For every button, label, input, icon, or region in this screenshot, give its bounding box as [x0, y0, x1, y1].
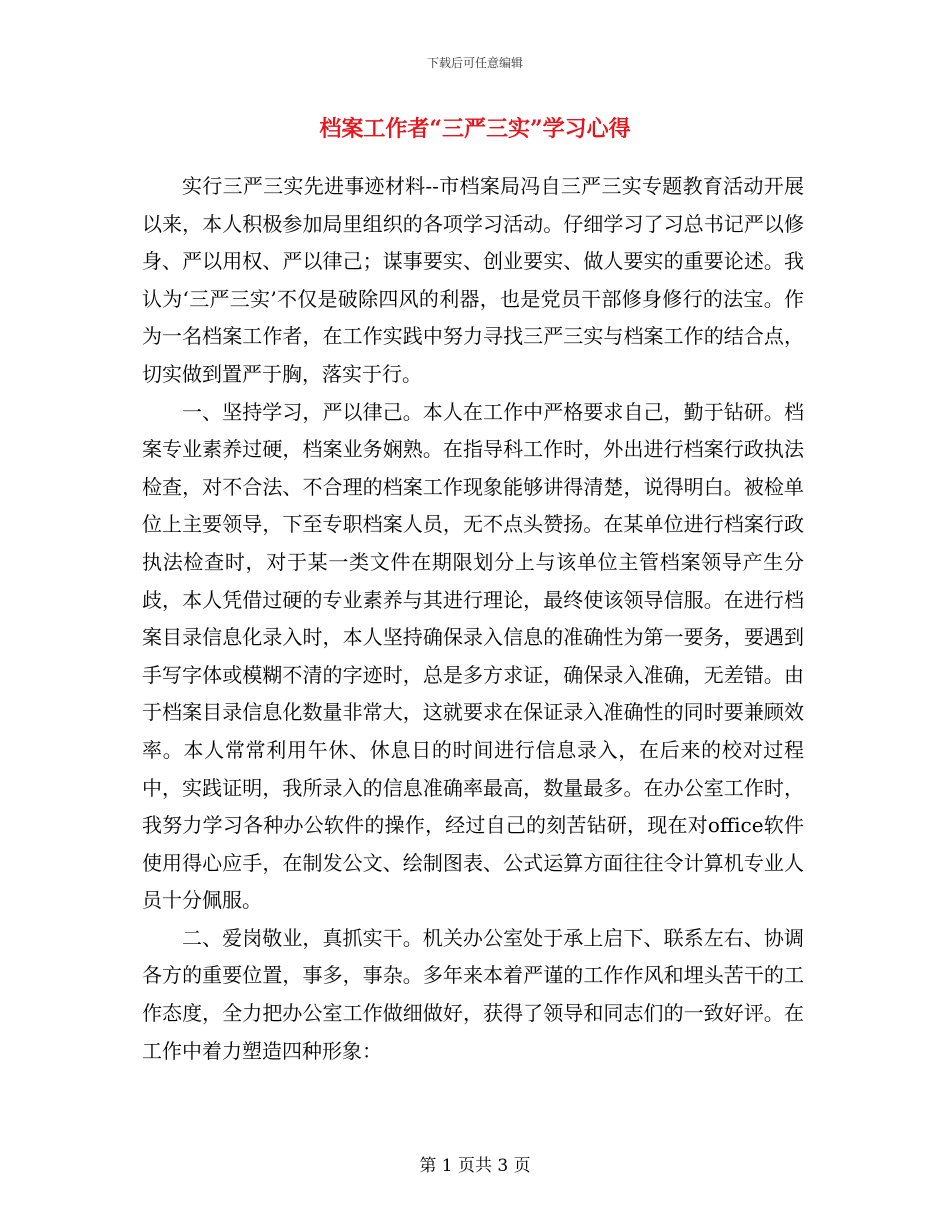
paragraph-intro: 实行三严三实先进事迹材料--市档案局冯自三严三实专题教育活动开展以来，本人积极参加局里组织的各项学习活动。仔细学习了习总书记严以修身、严以用权、严以律己；谋事要实、创业要实、做人要实的重要论述。我认为‘三严三实’不仅是破除四风的利器，也是党员干部修身修行的法宝。作为一名档案工作者，在工作实践中努力寻找三严三实与档案工作的结合点，切实做到置严于胸，落实于行。 — [142, 174, 804, 386]
document-title: 档案工作者“三严三实”学习心得 — [319, 116, 631, 142]
paragraph-section-two: 二、爱岗敬业，真抓实干。机关办公室处于承上启下、联系左右、协调各方的重要位置，事多，事杂。多年来本着严谨的工作作风和埋头苦干的工作态度，全力把办公室工作做细做好，获得了领导和同志们的一致好评。在工作中着力塑造四种形象： — [142, 925, 804, 1063]
page-number: 第 1 页共 3 页 — [419, 1156, 531, 1176]
header-note: 下载后可任意编辑 — [426, 56, 523, 70]
paragraph-section-one: 一、坚持学习，严以律己。本人在工作中严格要求自己，勤于钻研。档案专业素养过硬，档案业务娴熟。在指导科工作时，外出进行档案行政执法检查，对不合法、不合理的档案工作现象能够讲得清楚，说得明白。被检单位上主要领导，下至专职档案人员，无不点头赞扬。在某单位进行档案行政执法检查时，对于某一类文件在期限划分上与该单位主管档案领导产生分歧，本人凭借过硬的专业素养与其进行理论，最终使该领导信服。在进行档案目录信息化录入时，本人坚持确保录入信息的准确性为第一要务，要遇到手写字体或模糊不清的字迹时，总是多方求证，确保录入准确，无差错。由于档案目录信息化数量非常大，这就要求在保证录入准确性的同时要兼顾效率。本人常常利用午休、休息日的时间进行信息录入，在后来的校对过程中，实践证明，我所录入的信息准确率最高，数量最多。在办公室工作时，我努力学习各种办公软件的操作，经过自己的刻苦钻研，现在对office软件使用得心应手，在制发公文、绘制图表、公式运算方面往往令计算机专业人员十分佩服。 — [142, 399, 804, 913]
document-body — [142, 168, 804, 1070]
